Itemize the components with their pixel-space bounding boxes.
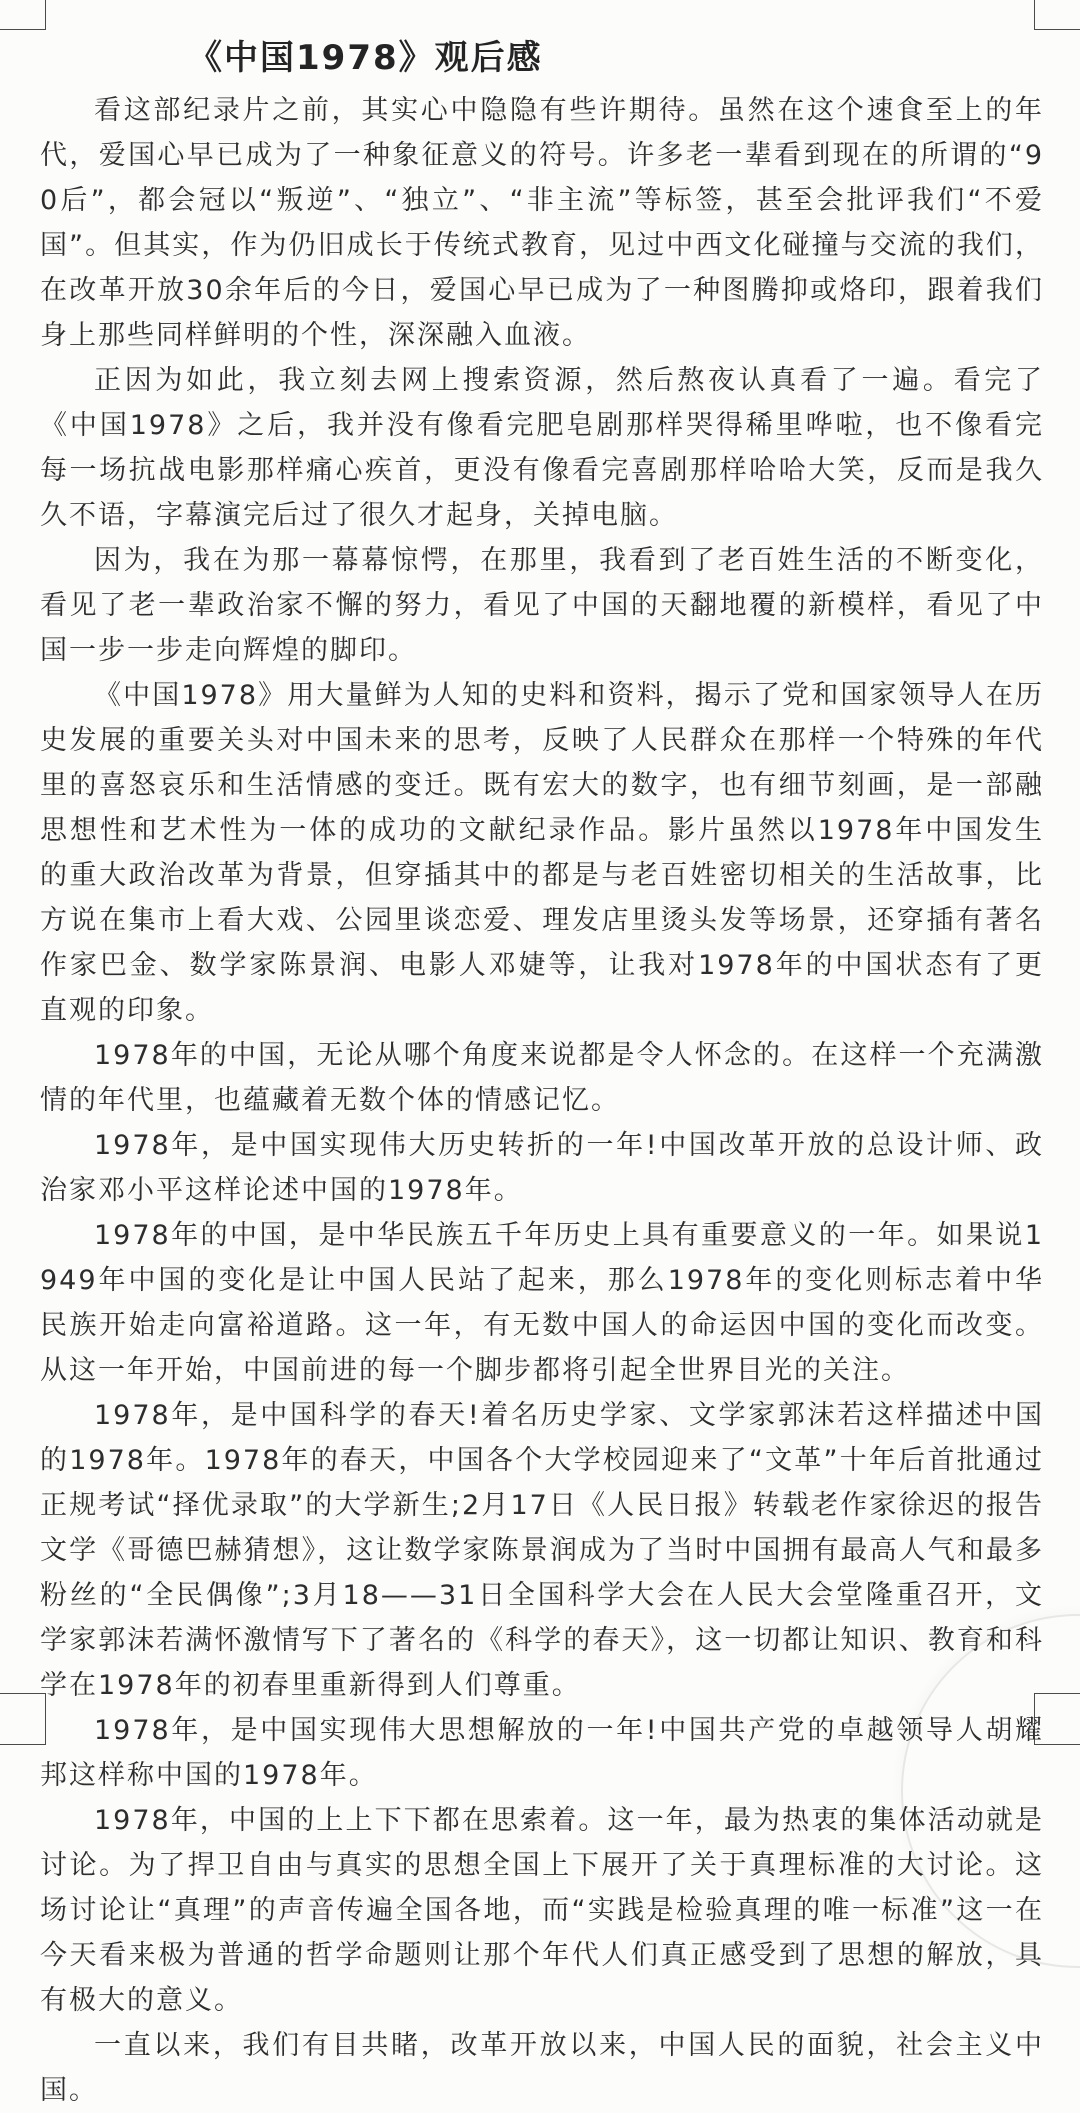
paragraph: 1978年，是中国科学的春天!着名历史学家、文学家郭沫若这样描述中国的1978年。1978年的春天，中国各个大学校园迎来了“文革”十年后首批通过正规考试“择优录取”的大学新生;2月17日《人民日报》转载老作家徐迟的报告文学《哥德巴赫猜想》，这让数学家陈景润成为了当时中国拥有最高人气和最多粉丝的“全民偶像”;3月18——31日全国科学大会在人民大会堂隆重召开，文学家郭沫若满怀激情写下了著名的《科学的春天》，这一切都让知识、教育和科学在1978年的初春里重新得到人们尊重。 bbox=[40, 1400, 1044, 1701]
scan-corner-mark-top-right bbox=[1034, 0, 1080, 30]
page-title: 《中国1978》观后感 bbox=[188, 38, 543, 78]
paragraph: 因为，我在为那一幕幕惊愕，在那里，我看到了老百姓生活的不断变化，看见了老一辈政治家不懈的努力，看见了中国的天翻地覆的新模样，看见了中国一步一步走向辉煌的脚印。 bbox=[40, 545, 1044, 666]
paragraph: 1978年，是中国实现伟大思想解放的一年!中国共产党的卓越领导人胡耀邦这样称中国的1978年。 bbox=[40, 1715, 1044, 1791]
paragraph: 1978年的中国，是中华民族五千年历史上具有重要意义的一年。如果说1949年中国的变化是让中国人民站了起来，那么1978年的变化则标志着中华民族开始走向富裕道路。这一年，有无数中国人的命运因中国的变化而改变。从这一年开始，中国前进的每一个脚步都将引起全世界目光的关注。 bbox=[40, 1220, 1044, 1386]
paragraph: 1978年，是中国实现伟大历史转折的一年!中国改革开放的总设计师、政治家邓小平这样论述中国的1978年。 bbox=[40, 1130, 1044, 1206]
paragraph: 一直以来，我们有目共睹，改革开放以来，中国人民的面貌，社会主义中国。 bbox=[40, 2030, 1044, 2106]
paragraph: 1978年的中国，无论从哪个角度来说都是令人怀念的。在这样一个充满激情的年代里，也蕴藏着无数个体的情感记忆。 bbox=[40, 1040, 1044, 1116]
paragraph: 《中国1978》用大量鲜为人知的史料和资料，揭示了党和国家领导人在历史发展的重要关头对中国未来的思考，反映了人民群众在那样一个特殊的年代里的喜怒哀乐和生活情感的变迁。既有宏大的数字，也有细节刻画，是一部融思想性和艺术性为一体的成功的文献纪录作品。影片虽然以1978年中国发生的重大政治改革为背景，但穿插其中的都是与老百姓密切相关的生活故事，比方说在集市上看大戏、公园里谈恋爱、理发店里烫头发等场景，还穿插有著名作家巴金、数学家陈景润、电影人邓婕等，让我对1978年的中国状态有了更直观的印象。 bbox=[40, 680, 1044, 1026]
scan-corner-mark-top-left bbox=[0, 0, 46, 30]
paragraph: 看这部纪录片之前，其实心中隐隐有些许期待。虽然在这个速食至上的年代，爱国心早已成为了一种象征意义的符号。许多老一辈看到现在的所谓的“90后”，都会冠以“叛逆”、“独立”、“非主流”等标签，甚至会批评我们“不爱国”。但其实，作为仍旧成长于传统式教育，见过中西文化碰撞与交流的我们，在改革开放30余年后的今日，爱国心早已成为了一种图腾抑或烙印，跟着我们身上那些同样鲜明的个性，深深融入血液。 bbox=[40, 95, 1044, 351]
essay-body bbox=[40, 88, 1044, 2113]
paragraph: 正因为如此，我立刻去网上搜索资源，然后熬夜认真看了一遍。看完了《中国1978》之后，我并没有像看完肥皂剧那样哭得稀里哗啦，也不像看完每一场抗战电影那样痛心疾首，更没有像看完喜剧那样哈哈大笑，反而是我久久不语，字幕演完后过了很久才起身，关掉电脑。 bbox=[40, 365, 1044, 531]
paragraph: 1978年，中国的上上下下都在思索着。这一年，最为热衷的集体活动就是讨论。为了捍卫自由与真实的思想全国上下展开了关于真理标准的大讨论。这场讨论让“真理”的声音传遍全国各地，而“实践是检验真理的唯一标准”这一在今天看来极为普通的哲学命题则让那个年代人们真正感受到了思想的解放，具有极大的意义。 bbox=[40, 1805, 1044, 2016]
